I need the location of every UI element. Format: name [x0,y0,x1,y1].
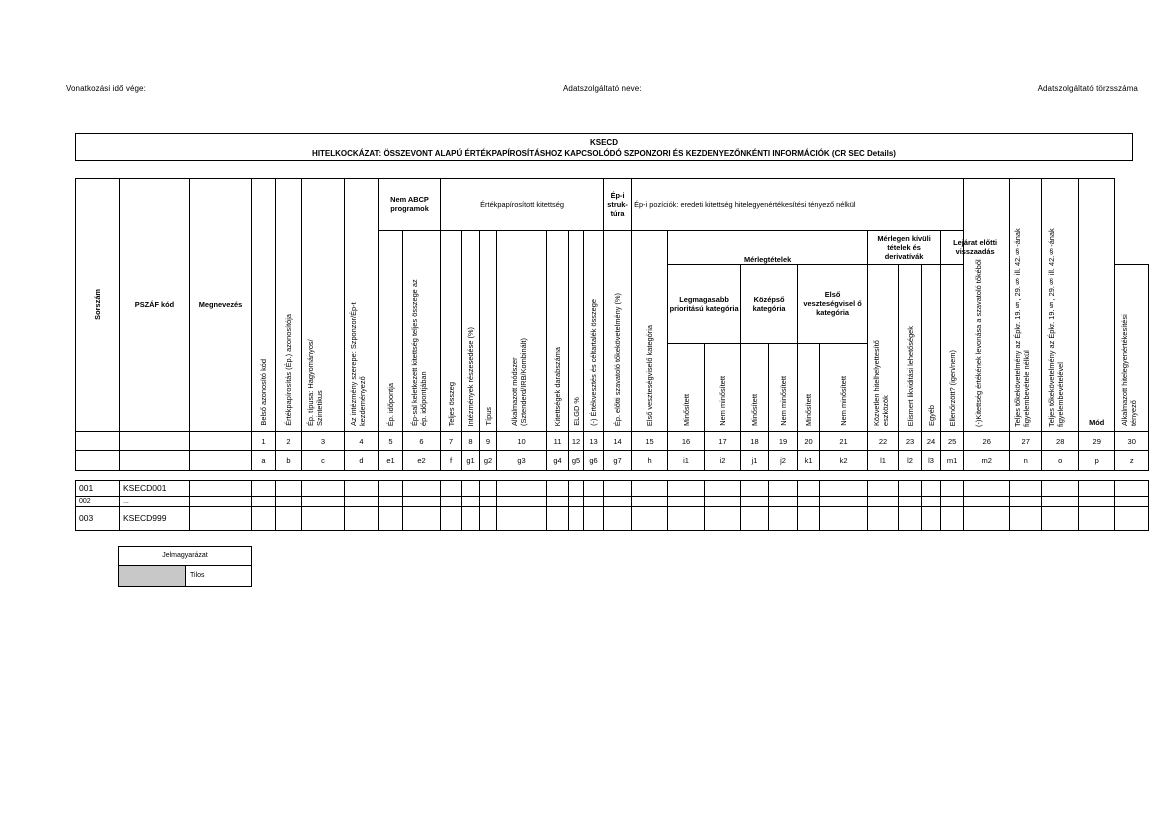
column-letter-a: a [252,451,276,470]
col-27-header: (-)Kitettség értékének levonása a szavatoló tőkéből [964,179,1010,432]
spacer-cell [190,470,252,481]
data-cell-i1[interactable] [668,481,705,496]
data-cell-g7[interactable] [604,481,632,496]
col-sorszam-header: Sorszám [76,179,120,432]
table-row [76,496,1149,507]
data-cell-g5[interactable] [569,507,584,531]
column-number-22: 22 [868,431,899,450]
row-number: 002 [76,496,120,507]
col-5-header: Ép. időpontja [379,230,403,431]
data-cell-e2[interactable] [403,507,441,531]
data-cell-e2[interactable] [403,496,441,507]
data-cell-n[interactable] [1010,496,1042,507]
column-number-11: 11 [547,431,569,450]
data-cell-f[interactable] [441,496,462,507]
spacer-cell [632,470,668,481]
column-letter-k1: k1 [798,451,820,470]
spacer-cell [480,470,497,481]
spacer-cell [668,470,705,481]
spacer-cell [76,470,120,481]
col-megnevezes-header: Megnevezés [190,179,252,432]
col-25-header: Ellenőrzött? (igen/nem) [941,264,964,431]
data-cell-o[interactable] [1042,507,1079,531]
column-letter-f: f [441,451,462,470]
column-letter-g7: g7 [604,451,632,470]
column-letter-m2: m2 [964,451,1010,470]
spacer-cell [569,470,584,481]
data-cell-o[interactable] [1042,496,1079,507]
col-pszaf-kod-header: PSZÁF kód [120,179,190,432]
data-cell-m1[interactable] [941,481,964,496]
group-lejarat: Lejárat előtti visszaadás [941,230,1010,264]
row-pszaf-code: KSECD999 [120,507,190,531]
column-letter-g3: g3 [497,451,547,470]
data-cell-l2[interactable] [899,507,922,531]
col-19-header: Nem minősített [769,343,798,431]
data-cell-z[interactable] [1115,481,1149,496]
data-cell-j1[interactable] [741,481,769,496]
data-cell-b[interactable] [276,507,302,531]
spacer-cell [302,470,345,481]
row-name-cell[interactable] [190,507,252,531]
data-cell-g2[interactable] [480,507,497,531]
data-cell-g1[interactable] [462,496,480,507]
column-letter-e1: e1 [379,451,403,470]
spacer-row [76,470,1149,481]
column-number-8: 8 [462,431,480,450]
row-pszaf-code: KSECD001 [120,481,190,496]
col-12-header: ELGD % [569,230,584,431]
column-letter-l3: l3 [922,451,941,470]
data-cell-l3[interactable] [922,496,941,507]
row-name-cell[interactable] [190,496,252,507]
col-10-header: Alkalmazott módszer (Sztenderd/IRB/Kombinált) [497,230,547,431]
data-cell-l2[interactable] [899,481,922,496]
column-number-7: 7 [441,431,462,450]
data-cell-k2[interactable] [820,496,868,507]
data-cell-g4[interactable] [547,496,569,507]
column-number-1: 1 [252,431,276,450]
data-cell-f[interactable] [441,507,462,531]
spacer-cell [497,470,547,481]
spacer-cell [1115,470,1149,481]
group-nem-abcp: Nem ABCP programok [379,179,441,231]
column-letter-row [76,451,1149,470]
data-cell-m2[interactable] [964,496,1010,507]
data-cell-d[interactable] [345,496,379,507]
spacer-cell [403,470,441,481]
col-22-header: Közvetlen hitelhelyettesítő eszközök [868,264,899,431]
col-11-header: Kitettségek darabszáma [547,230,569,431]
data-cell-n[interactable] [1010,507,1042,531]
spacer-cell [276,470,302,481]
spacer-cell [820,470,868,481]
data-cell-b[interactable] [276,481,302,496]
column-number-28: 28 [1042,431,1079,450]
row-number: 003 [76,507,120,531]
column-number-6: 6 [403,431,441,450]
data-cell-z[interactable] [1115,496,1149,507]
spacer-cell [462,470,480,481]
data-cell-g4[interactable] [547,507,569,531]
provider-name-label: Adatszolgáltató neve: [563,84,642,93]
column-number-5: 5 [379,431,403,450]
row-pszaf-code: ... [120,496,190,507]
column-number-25: 25 [941,431,964,450]
col-21-header: Nem minősített [820,343,868,431]
spacer-cell [705,470,741,481]
report-code: KSECD [589,138,618,147]
column-number-15: 15 [632,431,668,450]
spacer-cell [741,470,769,481]
data-cell-j1[interactable] [741,507,769,531]
column-letter-e2: e2 [403,451,441,470]
col-20-header: Minősített [798,343,820,431]
spacer-cell [584,470,604,481]
group-kozepso: Középső kategória [741,264,798,343]
spacer-cell [899,470,922,481]
col-18-header: Minősített [741,343,769,431]
report-title-box [75,133,1133,161]
column-number-26: 26 [964,431,1010,450]
data-cell-f[interactable] [441,481,462,496]
column-number-27: 27 [1010,431,1042,450]
table-row [76,481,1149,496]
column-letter-g5: g5 [569,451,584,470]
data-cell-a[interactable] [252,496,276,507]
column-letter-i1: i1 [668,451,705,470]
column-number-13: 13 [584,431,604,450]
column-letter-g2: g2 [480,451,497,470]
data-cell-g6[interactable] [584,496,604,507]
column-number-24: 24 [922,431,941,450]
col-13-header: (-) Értékvesztés és céltartalék összege [584,230,604,431]
spacer-cell [345,470,379,481]
column-number-23: 23 [899,431,922,450]
provider-registry-label: Adatszolgáltató törzsszáma [1037,84,1138,93]
data-cell-g2[interactable] [480,481,497,496]
column-number-30: 30 [1115,431,1149,450]
col-7-header: Teljes összeg [441,230,462,431]
data-cell-g6[interactable] [584,481,604,496]
spacer-cell [868,470,899,481]
data-cell-i2[interactable] [705,481,741,496]
group-ep-struktura: Ép-i struk-túra [604,179,632,231]
group-elso-veszteseg: Első veszteségvisel ő kategória [798,264,868,343]
group-merlegtetelek: Mérlegtételek [668,230,868,264]
col-23-header: Elismert likviditási lehetőségek [899,264,922,431]
data-cell-e2[interactable] [403,481,441,496]
column-letter-g4: g4 [547,451,569,470]
spacer-cell [547,470,569,481]
table-row [76,507,1149,531]
column-number-9: 9 [480,431,497,450]
data-cell-i2[interactable] [705,507,741,531]
group-ertekpapirositott: Értékpapírosított kitettség [441,179,604,231]
data-cell-p[interactable] [1079,507,1115,531]
data-cell-g3[interactable] [497,507,547,531]
column-number-29: 29 [1079,431,1115,450]
column-number-row [76,431,1149,450]
data-cell-h[interactable] [632,481,668,496]
column-number-16: 16 [668,431,705,450]
spacer-cell [252,470,276,481]
col-8-header: Intézmények részesedése (%) [462,230,480,431]
legend-forbidden-label: Tilos [190,572,205,579]
data-cell-g6[interactable] [584,507,604,531]
legend-box [118,546,252,587]
spacer-cell [1079,470,1115,481]
column-number-17: 17 [705,431,741,450]
group-merlegen-kivuli: Mérlegen kívüli tételek és derivatívák [868,230,941,264]
col-14-header: Ép. előtti szavatoló tőkekövetelmény (%) [604,230,632,431]
column-letter-b: b [276,451,302,470]
data-cell-d[interactable] [345,507,379,531]
column-letter-o: o [1042,451,1079,470]
data-cell-h[interactable] [632,496,668,507]
spacer-cell [964,470,1010,481]
column-letter-l2: l2 [899,451,922,470]
data-cell-j1[interactable] [741,496,769,507]
col-4-header: Az intézmény szerepe: Szponzor/Ép-t kezdeményező [345,179,379,432]
col-30-header: Mód [1079,179,1115,432]
data-cell-g7[interactable] [604,496,632,507]
data-cell-l3[interactable] [922,507,941,531]
column-letter-m1: m1 [941,451,964,470]
col-1-header: Belső azonosító kód [252,179,276,432]
column-number-12: 12 [569,431,584,450]
column-letter-p: p [1079,451,1115,470]
row-number: 001 [76,481,120,496]
data-cell-k2[interactable] [820,481,868,496]
column-number-20: 20 [798,431,820,450]
data-cell-c[interactable] [302,507,345,531]
data-cell-i1[interactable] [668,507,705,531]
data-cell-m1[interactable] [941,507,964,531]
legend-title: Jelmagyarázat [119,547,251,566]
column-number-10: 10 [497,431,547,450]
data-cell-a[interactable] [252,507,276,531]
column-number-3: 3 [302,431,345,450]
spacer-cell [441,470,462,481]
data-cell-g4[interactable] [547,481,569,496]
data-cell-g5[interactable] [569,496,584,507]
data-cell-i1[interactable] [668,496,705,507]
data-cell-e1[interactable] [379,496,403,507]
reference-date-label: Vonatkozási idő vége: [66,84,146,93]
column-letter-h: h [632,451,668,470]
column-letter-n: n [1010,451,1042,470]
spacer-cell [769,470,798,481]
column-letter-i2: i2 [705,451,741,470]
data-cell-z[interactable] [1115,507,1149,531]
data-cell-d[interactable] [345,481,379,496]
data-cell-g3[interactable] [497,481,547,496]
spacer-cell [798,470,820,481]
spacer-cell [1010,470,1042,481]
data-cell-p[interactable] [1079,481,1115,496]
col-24-header: Egyéb [922,264,941,431]
data-cell-c[interactable] [302,496,345,507]
col-3-header: Ép. típusa: Hagyományos/ Szintetikus [302,179,345,432]
data-cell-m2[interactable] [964,507,1010,531]
data-cell-b[interactable] [276,496,302,507]
data-cell-l1[interactable] [868,507,899,531]
spacer-cell [922,470,941,481]
legend-forbidden-swatch [119,566,186,586]
data-cell-e1[interactable] [379,507,403,531]
legend-item [119,566,251,586]
data-cell-g5[interactable] [569,481,584,496]
spacer-cell [941,470,964,481]
column-number-19: 19 [769,431,798,450]
column-number-21: 21 [820,431,868,450]
data-cell-i2[interactable] [705,496,741,507]
data-cell-l2[interactable] [899,496,922,507]
data-cell-j2[interactable] [769,496,798,507]
report-subtitle: HITELKOCKÁZAT: ÖSSZEVONT ALAPÚ ÉRTÉKPAPÍROSÍTÁSHOZ KAPCSOLÓDÓ SZPONZORI ÉS KEZDENYEZŐNKÉNTI INFORMÁCIÓK (CR SEC Details) [312,149,896,158]
column-letter-j1: j1 [741,451,769,470]
column-letter-j2: j2 [769,451,798,470]
data-cell-g2[interactable] [480,496,497,507]
col-16-header: Minősített [668,343,705,431]
data-cell-g1[interactable] [462,507,480,531]
group-ep-poziciok: Ép-i pozíciók: eredeti kitettség hitelegyenértékesítési tényező nélkül [632,179,964,231]
column-number-4: 4 [345,431,379,450]
data-cell-g1[interactable] [462,481,480,496]
data-cell-j2[interactable] [769,507,798,531]
data-cell-m2[interactable] [964,481,1010,496]
col-29-header: Teljes tőkekövetelmény az Épkr. 19.§, 29.§ ill. 42.§-ának figyelembevételével [1042,179,1079,432]
data-cell-k1[interactable] [798,481,820,496]
data-cell-p[interactable] [1079,496,1115,507]
col-9-header: Típus [480,230,497,431]
col-15-header: Első veszteségviselő kategória [632,230,668,431]
spacer-cell [120,470,190,481]
data-cell-n[interactable] [1010,481,1042,496]
data-cell-l3[interactable] [922,481,941,496]
spacer-cell [604,470,632,481]
column-letter-g6: g6 [584,451,604,470]
report-table [75,178,1149,531]
col-28-header: Teljes tőkekövetelmény az Épkr. 19.§, 29.§ ill. 42.§-ának figyelembevétele nélkül [1010,179,1042,432]
data-cell-k1[interactable] [798,507,820,531]
spacer-cell [379,470,403,481]
data-cell-j2[interactable] [769,481,798,496]
column-letter-k2: k2 [820,451,868,470]
data-cell-h[interactable] [632,507,668,531]
column-letter-l1: l1 [868,451,899,470]
group-legmagasabb: Legmagasabb prioritású kategória [668,264,741,343]
data-cell-g7[interactable] [604,507,632,531]
column-number-14: 14 [604,431,632,450]
row-name-cell[interactable] [190,481,252,496]
data-cell-o[interactable] [1042,481,1079,496]
col-17-header: Nem minősített [705,343,741,431]
column-letter-c: c [302,451,345,470]
data-cell-m1[interactable] [941,496,964,507]
data-cell-e1[interactable] [379,481,403,496]
data-cell-c[interactable] [302,481,345,496]
col-2-header: Értékpapírosítás (Ép.) azonosítója [276,179,302,432]
col-6-header: Ép-sal keletkezett kitettség teljes összege az ép. időpontjában [403,230,441,431]
column-number-2: 2 [276,431,302,450]
column-letter-z: z [1115,451,1149,470]
data-cell-k2[interactable] [820,507,868,531]
column-letter-g1: g1 [462,451,480,470]
data-cell-g3[interactable] [497,496,547,507]
col-26-header: Alkalmazott hitelegyenértékesítési tényező [1115,264,1149,431]
data-cell-k1[interactable] [798,496,820,507]
spacer-cell [1042,470,1079,481]
data-cell-l1[interactable] [868,481,899,496]
column-letter-d: d [345,451,379,470]
data-cell-a[interactable] [252,481,276,496]
data-cell-l1[interactable] [868,496,899,507]
column-number-18: 18 [741,431,769,450]
